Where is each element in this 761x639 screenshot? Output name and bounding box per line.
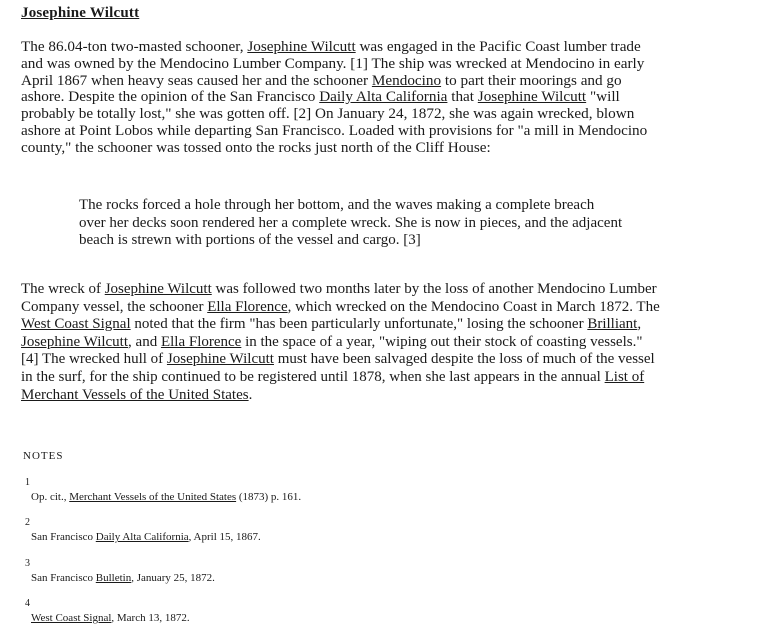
text-run: , April 15, 1867. <box>188 531 261 543</box>
text-run: San Francisco <box>31 572 96 584</box>
text-run: that <box>447 88 478 106</box>
note-number: 1 <box>25 477 30 488</box>
note-text <box>31 612 190 624</box>
note-text <box>31 531 261 543</box>
underlined-title: List of Merchant Vessels of the United States <box>21 368 645 403</box>
underlined-title: Daily Alta California <box>319 88 448 106</box>
text-run: "will probably be totally lost," she was gotten off. [2] On January 24, 1872, she was again wrecked, blown ashore at Point Lobos while departing San Francisco. Loaded with provisions for "a mill in Mendocino county," the schooner was tossed onto the rocks just north of the Cliff House: <box>21 88 648 156</box>
text-run: must have been salvaged despite the loss of much of the vessel in the surf, for the ship continued to be registered until 1878, when she last appears in the annual <box>21 351 655 385</box>
text-run: , January 25, 1872. <box>131 572 215 584</box>
text-run: . <box>248 386 253 403</box>
note-number: 2 <box>25 517 30 528</box>
text-run: Op. cit., <box>31 491 70 503</box>
text-run: , March 13, 1872. <box>111 612 190 624</box>
text-run: to part their moorings and go ashore. Despite the opinion of the San Francisco <box>21 71 622 106</box>
underlined-title: West Coast Signal <box>31 612 112 624</box>
paragraph-2 <box>21 281 661 404</box>
text-run: (1873) p. 161. <box>236 491 302 503</box>
text-run: San Francisco <box>31 531 96 543</box>
text-run: was engaged in the Pacific Coast lumber trade and was owned by the Mendocino Lumber Company. [1] The ship was wrecked at Mendocino in early April 1867 when heavy seas caused her and the schooner <box>21 38 645 89</box>
underlined-title: West Coast Signal <box>21 316 131 333</box>
text-run: noted that the firm "has been particularly unfortunate," losing the schooner <box>130 316 588 333</box>
underlined-title: Josephine Wilcutt <box>166 351 274 368</box>
note-text <box>31 572 215 584</box>
underlined-title: Bulletin <box>95 572 132 584</box>
block-quote: The rocks forced a hole through her bottom, and the waves making a complete breach over her decks soon rendered her a complete wreck. She is now in pieces, and the adjacent beach is strewn with portions of the vessel and cargo. [3] <box>79 197 623 248</box>
paragraph-1 <box>21 39 661 157</box>
underlined-title: Daily Alta California <box>95 531 189 543</box>
note-number: 3 <box>25 558 30 569</box>
document-title: Josephine Wilcutt <box>21 5 140 21</box>
text-run: , which wrecked on the Mendocino Coast in March 1872. The <box>287 298 660 315</box>
underlined-title: Merchant Vessels of the United States <box>69 491 237 503</box>
note-text <box>31 491 301 503</box>
text-run: in the space of a year, "wiping out their stock of coasting vessels." [4] The wrecked hull of <box>21 333 643 368</box>
text-run: , <box>637 316 642 333</box>
text-run: The wreck of <box>21 281 105 297</box>
note-number: 4 <box>25 598 30 609</box>
text-run: was followed two months later by the loss of another Mendocino Lumber Company vessel, the schooner <box>21 281 657 315</box>
text-run: , and <box>128 333 161 350</box>
notes-heading: NOTES <box>23 450 64 462</box>
underlined-title: Ella Florence <box>207 298 288 315</box>
underlined-title: Josephine Wilcutt <box>477 88 587 106</box>
underlined-title: Josephine Wilcutt <box>104 281 212 297</box>
text-run: The 86.04-ton two-masted schooner, <box>21 38 248 55</box>
underlined-title: Josephine Wilcutt <box>247 38 356 55</box>
underlined-title: Mendocino <box>371 71 442 89</box>
underlined-title: Josephine Wilcutt <box>21 333 129 350</box>
underlined-title: Brilliant <box>587 316 638 333</box>
underlined-title: Ella Florence <box>160 333 242 350</box>
